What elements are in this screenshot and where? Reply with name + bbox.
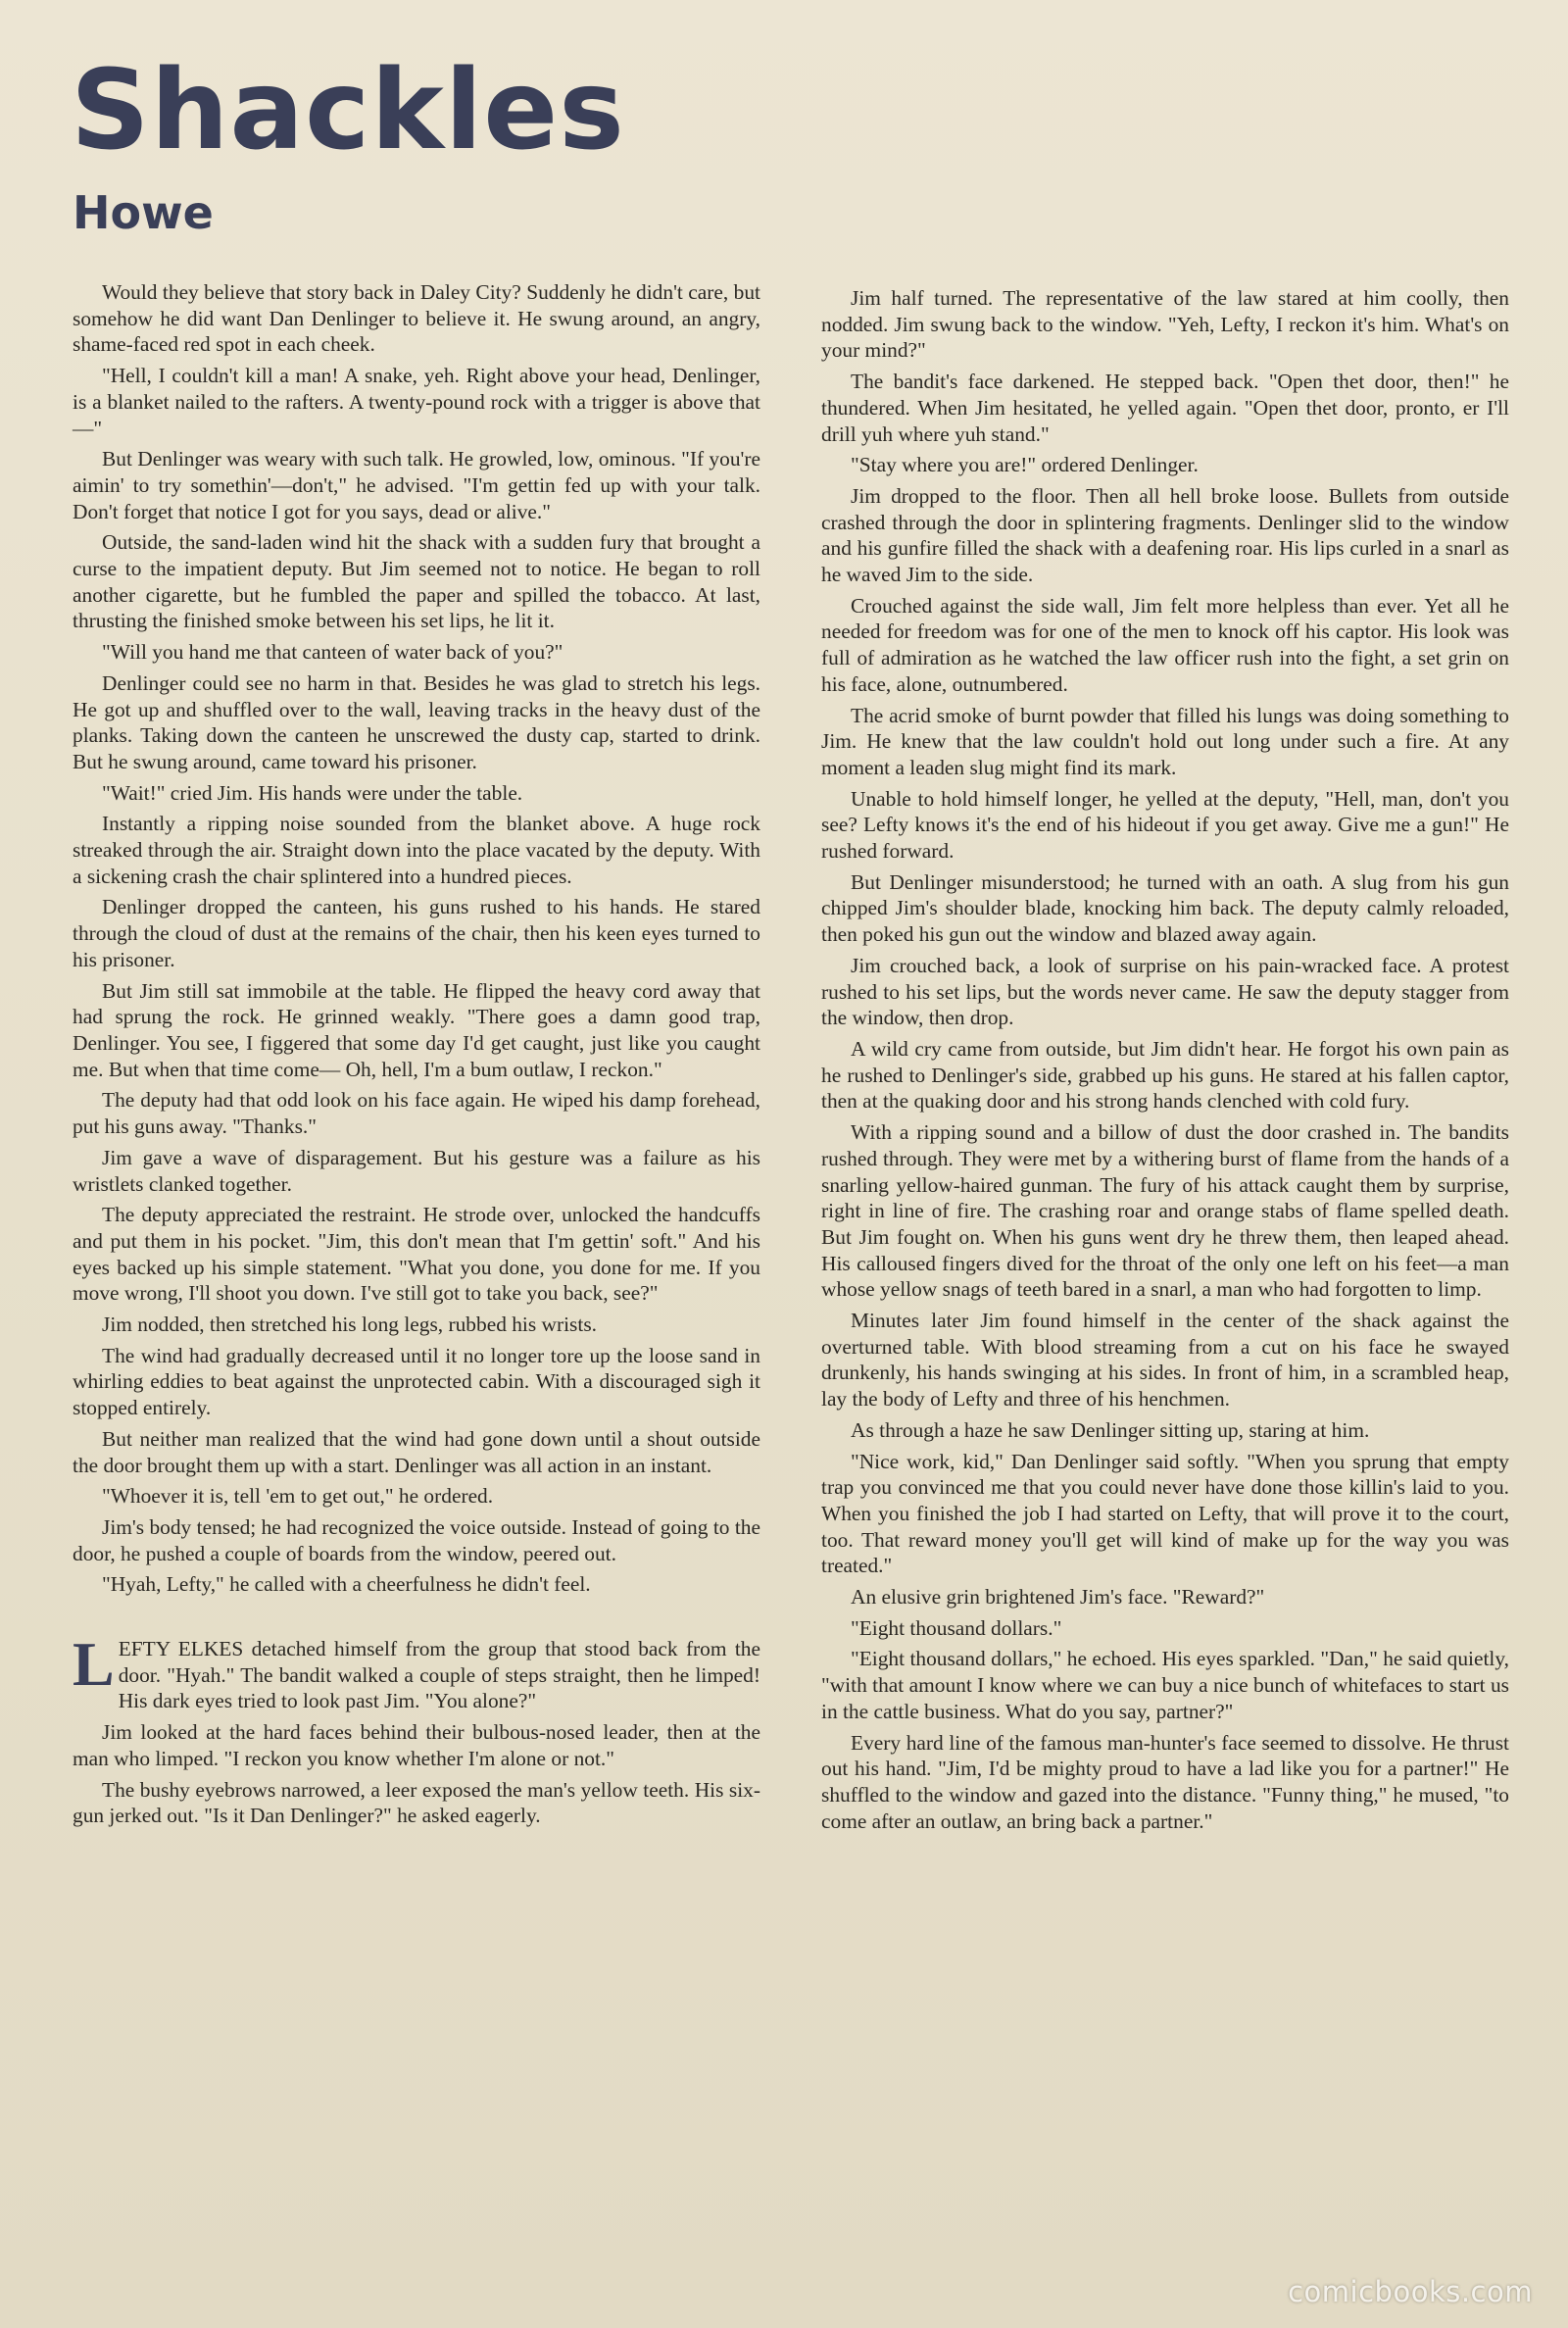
- drop-cap-letter: L: [73, 1629, 115, 1700]
- paragraph: Would they believe that story back in Daley City? Suddenly he didn't care, but somehow he did want Dan Denlinger to believe it. He swung around, an angry, shame-faced red spot in each cheek.: [73, 280, 760, 357]
- paragraph: As through a haze he saw Denlinger sitting up, staring at him.: [851, 1417, 1370, 1442]
- paragraph: The bushy eyebrows narrowed, a leer exposed the man's yellow teeth. His six-gun jerked out. "Is it Dan Denlinger?" he asked eagerly.: [73, 1777, 760, 1828]
- paragraph: The deputy appreciated the restraint. He strode over, unlocked the handcuffs and put them in his pocket. "Jim, this don't mean that I'm gettin' soft." And his eyes backed up his simple statement. "What you done, you done for me. If you move wrong, I'll shoot you down. I've still got to take you back, see?": [73, 1203, 760, 1306]
- site-watermark: comicbooks.com: [1288, 2275, 1533, 2308]
- paragraph: Jim crouched back, a look of surprise on his pain-wracked face. A protest rushed to his set lips, but the words never came. He saw the deputy stagger from the window, then drop.: [821, 953, 1509, 1030]
- paragraph: "Eight thousand dollars.": [851, 1615, 1062, 1640]
- paragraph: But Denlinger was weary with such talk. He growled, low, ominous. "If you're aimin' to try somethin'—don't," he advised. "I'm gettin fed up with your talk. Don't forget that notice I got for you says, dead or alive.": [73, 447, 760, 523]
- paragraph: Jim looked at the hard faces behind their bulbous-nosed leader, then at the man who limped. "I reckon you know whether I'm alone or not.": [73, 1720, 760, 1770]
- story-title: Shackles: [71, 47, 625, 174]
- paragraph: "Nice work, kid," Dan Denlinger said softly. "When you sprung that empty trap you convinced me that you could never have done those killin's laid to you. When you finished the job I had started on Lefty, that will prove it to the court, too. That reward money you'll get will kind of make up for the way you was treated.": [821, 1449, 1509, 1578]
- paragraph: But neither man realized that the wind had gone down until a shout outside the door brought them up with a start. Denlinger was all action in an instant.: [73, 1426, 760, 1477]
- dropcap-paragraph: [73, 1629, 760, 1714]
- paragraph: Denlinger dropped the canteen, his guns rushed to his hands. He stared through the cloud of dust at the remains of the chair, then his keen eyes turned to his prisoner.: [73, 895, 760, 971]
- paragraph: The bandit's face darkened. He stepped back. "Open thet door, then!" he thundered. When Jim hesitated, he yelled again. "Open thet door, pronto, er I'll drill yuh where yuh stand.": [821, 370, 1509, 446]
- paragraph: "Hell, I couldn't kill a man! A snake, yeh. Right above your head, Denlinger, is a blanket nailed to the rafters. A twenty-pound rock with a trigger is above that—": [73, 364, 760, 440]
- paragraph: But Denlinger misunderstood; he turned with an oath. A slug from his gun chipped Jim's shoulder blade, knocking him back. The deputy calmly reloaded, then poked his gun out the window and blazed away again.: [821, 869, 1509, 947]
- left-text-column: [73, 279, 760, 1834]
- paragraph: Minutes later Jim found himself in the center of the shack against the overturned table. With blood streaming from a cut on his face he swayed drunkenly, his hands swinging at his sides. In front of him, in a scrambled heap, lay the body of Lefty and three of his henchmen.: [821, 1309, 1509, 1412]
- dropcap-paragraph-text: EFTY ELKES detached himself from the group that stood back from the door. "Hyah." The bandit walked a couple of steps straight, then he limped! His dark eyes tried to look past Jim. "You alone?": [118, 1637, 760, 1713]
- paragraph: The deputy had that odd look on his face again. He wiped his damp forehead, put his guns away. "Thanks.": [73, 1088, 760, 1139]
- right-text-column: [821, 285, 1509, 1839]
- paragraph: Jim nodded, then stretched his long legs, rubbed his wrists.: [102, 1313, 597, 1337]
- right-paragraphs: [821, 285, 1509, 1834]
- paragraph: Unable to hold himself longer, he yelled at the deputy, "Hell, man, don't you see? Lefty knows it's the end of his hideout if you get away. Give me a gun!" He rushed forward.: [821, 786, 1509, 864]
- paragraph: Every hard line of the famous man-hunter's face seemed to dissolve. He thrust out his hand. "Jim, I'd be mighty proud to have a lad like you for a partner!" He shuffled to the window and gazed into the distance. "Funny thing," he mused, "to come after an outlaw, an bring back a partner.": [821, 1730, 1509, 1833]
- paragraph: "Hyah, Lefty," he called with a cheerfulness he didn't feel.: [102, 1572, 591, 1597]
- paragraph: Crouched against the side wall, Jim felt more helpless than ever. Yet all he needed for freedom was for one of the men to knock off his captor. His look was full of admiration as he watched the law officer rush into the fight, a set grin on his face, alone, outnumbered.: [821, 593, 1509, 696]
- paragraph: A wild cry came from outside, but Jim didn't hear. He forgot his own pain as he rushed to Denlinger's side, grabbed up his guns. He stared at his fallen captor, then at the quaking door and his strong hands clenched with cold fury.: [821, 1036, 1509, 1114]
- paragraph: Jim gave a wave of disparagement. But his gesture was a failure as his wristlets clanked together.: [73, 1145, 760, 1196]
- paragraph: Instantly a ripping noise sounded from the blanket above. A huge rock streaked through the air. Straight down into the place vacated by the deputy. With a sickening crash the chair splintered into a hundred pieces.: [73, 812, 760, 888]
- left-tail-paragraphs: [73, 1719, 760, 1829]
- paragraph: Jim's body tensed; he had recognized the voice outside. Instead of going to the door, he pushed a couple of boards from the window, peered out.: [73, 1514, 760, 1565]
- paragraph: With a ripping sound and a billow of dust the door crashed in. The bandits rushed through. They were met by a withering burst of flame from the hands of a snarling yellow-haired gunman. The fury of his attack caught them by surprise, right in line of fire. The crashing roar and orange stabs of flame spelled death. But Jim fought on. When his guns went dry he threw them, then leaped ahead. His calloused fingers dived for the throat of the only one left on his feet—a man whose yellow snags of teeth bared in a snarl, a man who had forgotten to limp.: [821, 1120, 1509, 1302]
- paragraph: "Eight thousand dollars," he echoed. His eyes sparkled. "Dan," he said quietly, "with that amount I know where we can buy a nice bunch of whitefaces to start us in the cattle business. What do you say, partner?": [821, 1647, 1509, 1723]
- paragraph: Jim dropped to the floor. Then all hell broke loose. Bullets from outside crashed through the door in splintering fragments. Denlinger slid to the window and his gunfire filled the shack with a deafening roar. His lips curled in a snarl as he waved Jim to the side.: [821, 483, 1509, 587]
- section-break: [73, 1603, 760, 1636]
- paragraph: Denlinger could see no harm in that. Besides he was glad to stretch his legs. He got up and shuffled over to the wall, leaving tracks in the heavy dust of the planks. Taking down the canteen he unscrewed the dusty cap, started to drink. But he swung around, came toward his prisoner.: [73, 670, 760, 773]
- paragraph: The acrid smoke of burnt powder that filled his lungs was doing something to Jim. He knew that the law couldn't hold out long under such a fire. At any moment a leaden slug might find its mark.: [821, 703, 1509, 779]
- paragraph: "Will you hand me that canteen of water back of you?": [102, 640, 564, 665]
- paragraph: "Stay where you are!" ordered Denlinger.: [851, 453, 1199, 477]
- paragraph: Jim half turned. The representative of the law stared at him coolly, then nodded. Jim swung back to the window. "Yeh, Lefty, I reckon it's him. What's on your mind?": [821, 286, 1509, 363]
- paragraph: But Jim still sat immobile at the table. He flipped the heavy cord away that had sprung the rock. He grinned weakly. "There goes a damn good trap, Denlinger. You see, I figgered that some day I'd get caught, just like you caught me. But when that time come— Oh, hell, I'm a bum outlaw, I reckon.": [73, 978, 760, 1081]
- story-author: Howe: [73, 186, 214, 239]
- paragraph: The wind had gradually decreased until it no longer tore up the loose sand in whirling eddies to beat against the unprotected cabin. With a discouraged sigh it stopped entirely.: [73, 1343, 760, 1420]
- paragraph: An elusive grin brightened Jim's face. "Reward?": [851, 1585, 1265, 1610]
- paragraph: Outside, the sand-laden wind hit the shack with a sudden fury that brought a curse to the impatient deputy. But Jim seemed not to notice. He began to roll another cigarette, but he fumbled the paper and spilled the tobacco. At last, thrusting the finished smoke between his set lips, he lit it.: [73, 530, 760, 633]
- paragraph: "Wait!" cried Jim. His hands were under the table.: [102, 780, 523, 805]
- left-paragraphs: [73, 279, 760, 1598]
- paragraph: "Whoever it is, tell 'em to get out," he ordered.: [102, 1484, 494, 1509]
